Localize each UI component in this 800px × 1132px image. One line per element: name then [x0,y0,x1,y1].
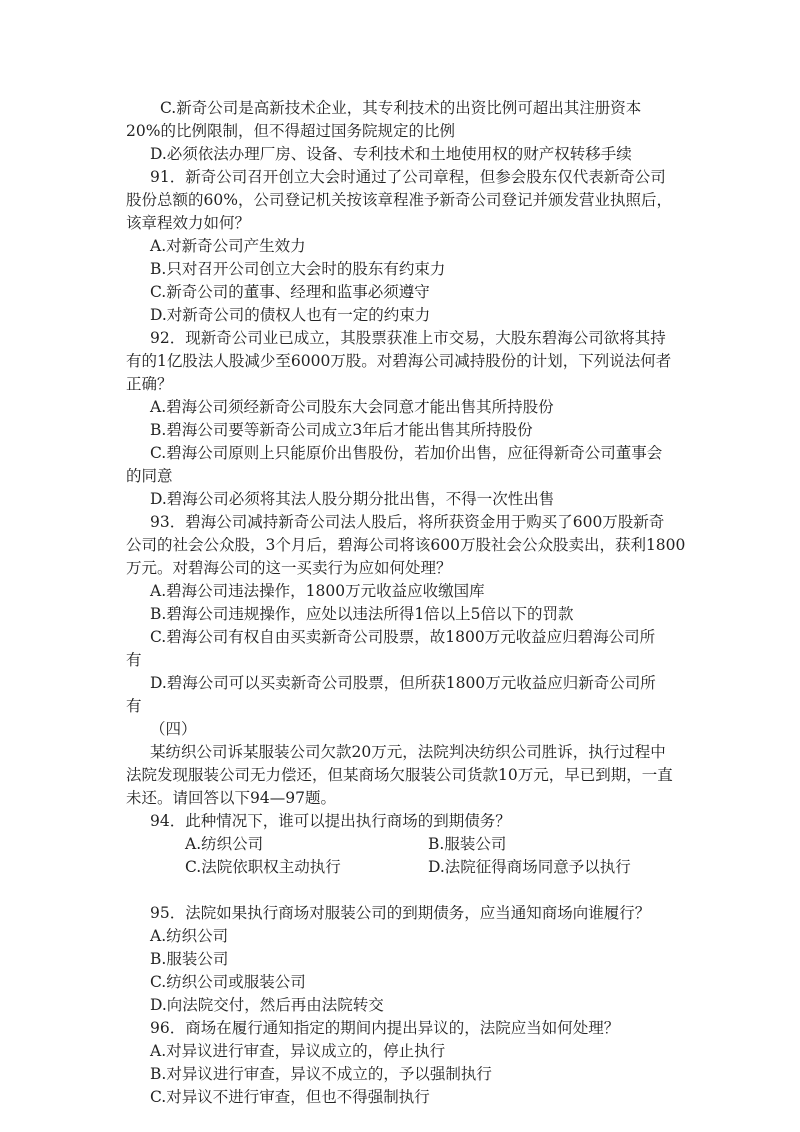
option-line: C.碧海公司原则上只能原价出售股份，若加价出售，应征得新奇公司董事会 [150,444,663,462]
option-line: B.碧海公司要等新奇公司成立3年后才能出售其所持股份 [150,421,533,439]
text-line: D.必须依法办理厂房、设备、专利技术和土地使用权的财产权转移手续 [150,145,632,163]
text-line: 公司的社会公众股，3个月后，碧海公司将该600万股社会公众股卖出，获利1800 [126,536,686,554]
option-line: B.对异议进行审查，异议不成立的，予以强制执行 [150,1065,492,1083]
option-line: D.对新奇公司的债权人也有一定的约束力 [150,306,431,324]
option-line: C.新奇公司的董事、经理和监事必须遵守 [150,283,430,301]
option-line: C.纺织公司或服装公司 [150,973,306,991]
option-line: C.法院依职权主动执行 [185,858,341,876]
question-95: 95．法院如果执行商场对服装公司的到期债务，应当通知商场向谁履行？ [150,904,651,922]
case-text: 法院发现服装公司无力偿还，但某商场欠服装公司货款10万元，早已到期，一直 [126,766,673,784]
option-line: A.对新奇公司产生效力 [150,237,306,255]
text-line: 20%的比例限制，但不得超过国务院规定的比例 [126,122,455,140]
text-line: 股份总额的60%，公司登记机关按该章程准予新奇公司登记并颁发营业执照后， [126,191,672,209]
option-line: D.碧海公司必须将其法人股分期分批出售，不得一次性出售 [150,490,555,508]
option-line: A.纺织公司 [185,835,264,853]
text-line: 有 [126,697,142,715]
text-line: 的同意 [126,467,173,485]
option-line: B.只对召开公司创立大会时的股东有约束力 [150,260,446,278]
option-line: B.服装公司 [150,950,229,968]
question-91: 91．新奇公司召开创立大会时通过了公司章程，但参会股东仅代表新奇公司 [150,168,666,186]
case-text: 未还。请回答以下94—97题。 [126,789,336,807]
text-line: 万元。对碧海公司的这一买卖行为应如何处理？ [126,559,452,577]
option-line: D.向法院交付，然后再由法院转交 [150,996,384,1014]
option-line: A.碧海公司违法操作，1800万元收益应收缴国库 [150,582,485,600]
option-line: D.碧海公司可以买卖新奇公司股票，但所获1800万元收益应归新奇公司所 [150,674,656,692]
option-line: D.法院征得商场同意予以执行 [428,858,631,876]
question-94: 94．此种情况下，谁可以提出执行商场的到期债务？ [150,812,511,830]
option-line: B.碧海公司违规操作，应处以违法所得1倍以上5倍以下的罚款 [150,605,574,623]
text-line: 正确？ [126,375,173,393]
case-text: 某纺织公司诉某服装公司欠款20万元，法院判决纺织公司胜诉，执行过程中 [150,743,666,761]
text-line: 该章程效力如何？ [126,214,251,232]
option-line: B.服装公司 [428,835,507,853]
section-heading: （四） [150,720,197,738]
option-line: C.对异议不进行审查，但也不得强制执行 [150,1088,430,1106]
text-line: C.新奇公司是高新技术企业，其专利技术的出资比例可超出其注册资本 [160,99,642,117]
option-line: C.碧海公司有权自由买卖新奇公司股票，故1800万元收益应归碧海公司所 [150,628,656,646]
option-line: A.对异议进行审查，异议成立的，停止执行 [150,1042,446,1060]
question-92: 92．现新奇公司业已成立，其股票获准上市交易，大股东碧海公司欲将其持 [150,329,666,347]
option-line: A.碧海公司须经新奇公司股东大会同意才能出售其所持股份 [150,398,554,416]
text-line: 有 [126,651,142,669]
text-line: 有的1亿股法人股减少至6000万股。对碧海公司减持股份的计划，下列说法何者 [126,352,672,370]
question-93: 93．碧海公司减持新奇公司法人股后，将所获资金用于购买了600万股新奇 [150,513,665,531]
option-line: A.纺织公司 [150,927,229,945]
question-96: 96．商场在履行通知指定的期间内提出异议的，法院应当如何处理？ [150,1019,620,1037]
